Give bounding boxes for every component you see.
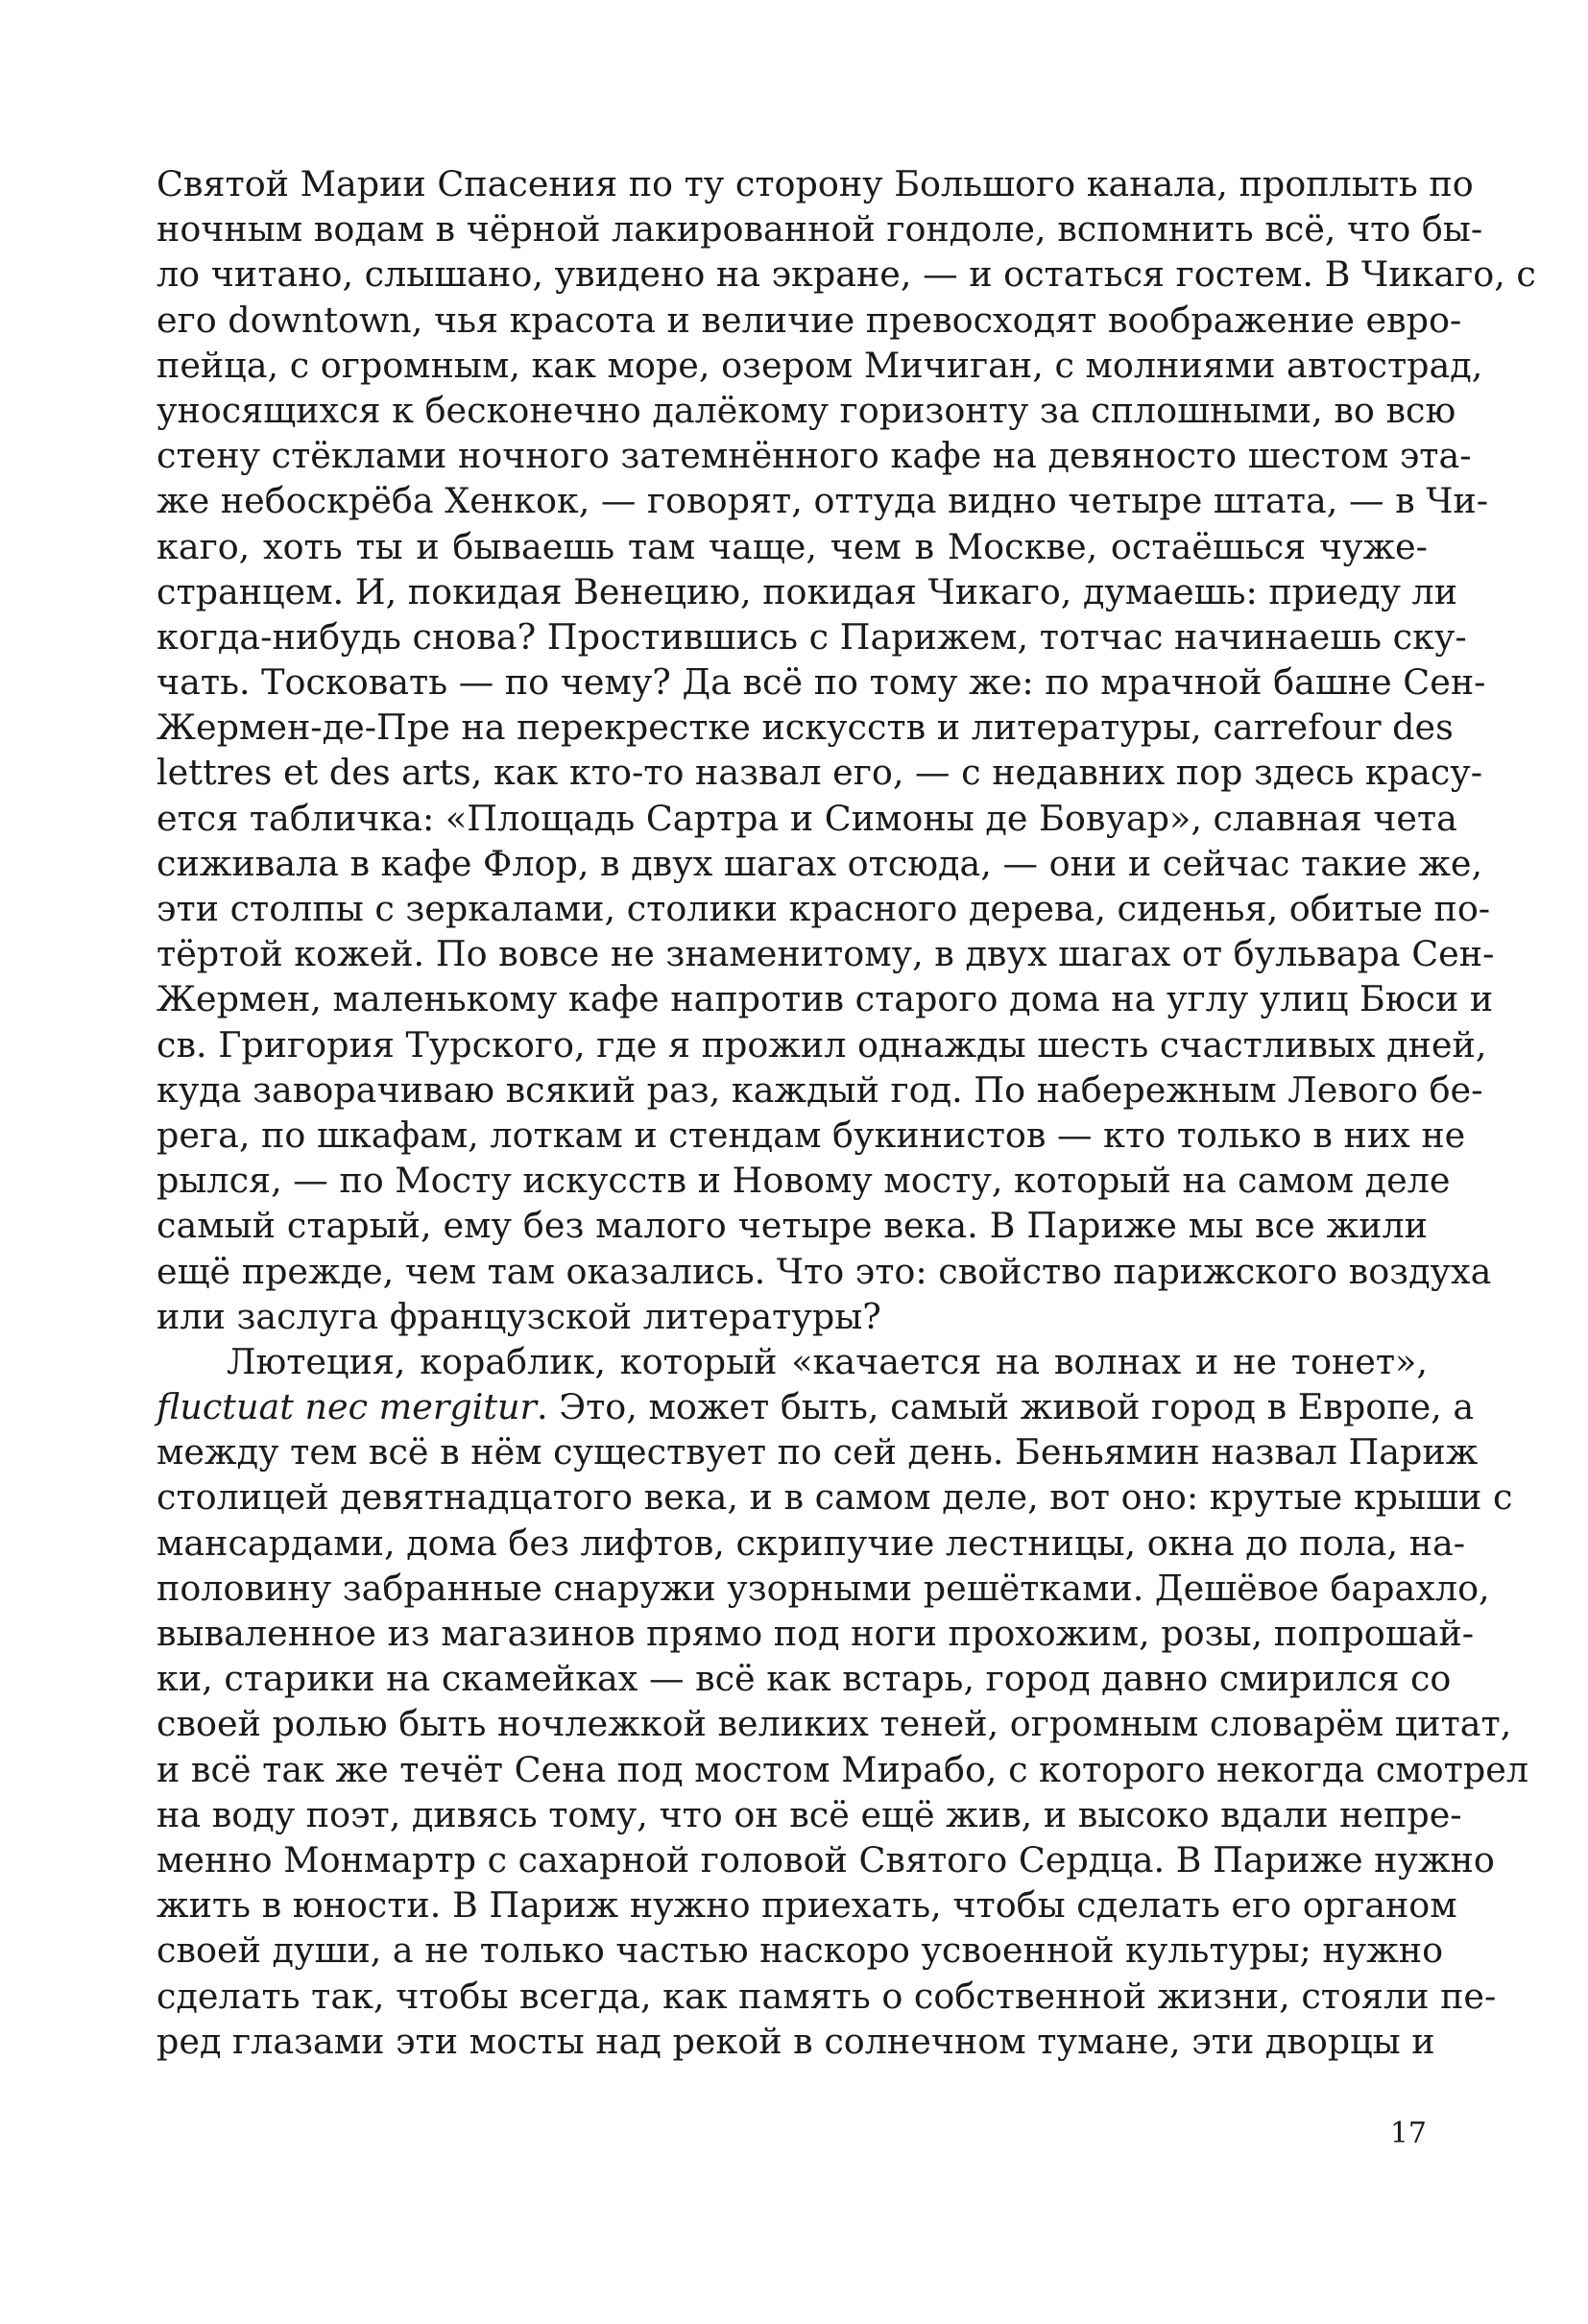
text-line: Жермен-де-Пре на перекрестке искусств и литературы, carrefour des — [156, 707, 1454, 749]
text-line: св. Григория Турского, где я прожил однажды шесть счастливых дней, — [156, 1023, 1487, 1066]
page-number: 17 — [1389, 2117, 1427, 2150]
text-line: Святой Марии Спасения по ту сторону Большого канала, проплыть по — [156, 163, 1474, 204]
text-line: рылся, — по Мосту искусств и Новому мосту, который на самом деле — [156, 1160, 1451, 1202]
text-line: чать. Тосковать — по чему? Да всё по тому же: по мрачной башне Сен- — [156, 661, 1486, 704]
text-line: столицей девятнадцатого века, и в самом деле, вот оно: крутые крыши с — [156, 1476, 1513, 1519]
latin-phrase: fluctuat nec mergitur — [156, 1386, 537, 1428]
text-line: ется табличка: «Площадь Сартра и Симоны де Бовуар», славная чета — [156, 797, 1457, 839]
text-line: уносящихся к бесконечно далёкому горизонту за сплошными, во всю — [156, 389, 1456, 431]
paragraph-first-line: Лютеция, кораблик, который «качается на волнах и не тонет», — [227, 1340, 1428, 1382]
text-line: lettres et des arts, как кто-то назвал его, — с недавних пор здесь красу- — [156, 752, 1483, 794]
text-line: своей ролью быть ночлежкой великих теней, огромным словарём цитат, — [156, 1703, 1512, 1745]
text-line: ло читано, слышано, увидено на экране, — и остаться гостем. В Чикаго, с — [156, 253, 1536, 296]
text-line: жить в юности. В Париж нужно приехать, чтобы сделать его органом — [156, 1884, 1457, 1927]
text-line: тёртой кожей. По вовсе не знаменитому, в двух шагах от бульвара Сен- — [156, 933, 1495, 975]
text-line: самый старый, ему без малого четыре века. В Париже мы все жили — [156, 1205, 1428, 1247]
text-line: между тем всё в нём существует по сей день. Беньямин назвал Париж — [156, 1431, 1479, 1473]
text-line-paragraph-end: или заслуга французской литературы? — [156, 1295, 881, 1337]
text-line: Жермен, маленькому кафе напротив старого дома на углу улиц Бюси и — [156, 978, 1494, 1020]
text-line: куда заворачиваю всякий раз, каждый год. По набережным Левого бе- — [156, 1068, 1483, 1111]
text-line: половину забранные снаружи узорными решётками. Дешёвое барахло, — [156, 1567, 1490, 1609]
text-line: и всё так же течёт Сена под мостом Мирабо, с которого некогда смотрел — [156, 1748, 1529, 1790]
text-line: на воду поэт, дивясь тому, что он всё ещё жив, и высоко вдали непре- — [156, 1793, 1462, 1835]
text-line-rest: . Это, может быть, самый живой город в Европе, а — [536, 1386, 1475, 1428]
body-text — [156, 161, 1536, 2064]
text-line: вываленное из магазинов прямо под ноги прохожим, розы, попрошай- — [156, 1613, 1475, 1654]
text-line: сиживала в кафе Флор, в двух шагах отсюда, — они и сейчас такие же, — [156, 842, 1483, 884]
text-line: когда-нибудь снова? Простившись с Парижем, тотчас начинаешь ску- — [156, 615, 1467, 658]
text-line: ещё прежде, чем там оказались. Что это: свойство парижского воздуха — [156, 1250, 1492, 1292]
text-line: пейца, с огромным, как море, озером Мичиган, с молниями автострад, — [156, 344, 1483, 386]
text-line: рега, по шкафам, лоткам и стендам букинистов — кто только в них не — [156, 1114, 1466, 1156]
text-line: стену стёклами ночного затемнённого кафе на девяносто шестом эта- — [156, 435, 1472, 477]
text-line: странцем. И, покидая Венецию, покидая Чикаго, думаешь: приеду ли — [156, 570, 1458, 612]
text-line: своей души, а не только частью наскоро усвоенной культуры; нужно — [156, 1929, 1444, 1972]
text-line: менно Монмартр с сахарной головой Святого Сердца. В Париже нужно — [156, 1838, 1495, 1881]
text-line: же небоскрёба Хенкок, — говорят, оттуда видно четыре штата, — в Чи- — [156, 480, 1489, 522]
text-line: эти столпы с зеркалами, столики красного дерева, сиденья, обитые по- — [156, 888, 1491, 929]
text-line: его downtown, чья красота и величие превосходят воображение евро- — [156, 299, 1462, 341]
text-line: каго, хоть ты и бываешь там чаще, чем в Москве, остаёшься чуже- — [156, 525, 1428, 567]
text-line: ки, старики на скамейках — всё как встарь, город давно смирился со — [156, 1658, 1452, 1700]
text-line-with-latin — [156, 1384, 1475, 1429]
text-line: ред глазами эти мосты над рекой в солнечном тумане, эти дворцы и — [156, 2020, 1435, 2062]
text-line: ночным водам в чёрной лакированной гондоле, вспомнить всё, что бы- — [156, 208, 1483, 251]
text-line: сделать так, чтобы всегда, как память о собственной жизни, стояли пе- — [156, 1975, 1497, 2017]
text-line: мансардами, дома без лифтов, скрипучие лестницы, окна до пола, на- — [156, 1521, 1466, 1564]
